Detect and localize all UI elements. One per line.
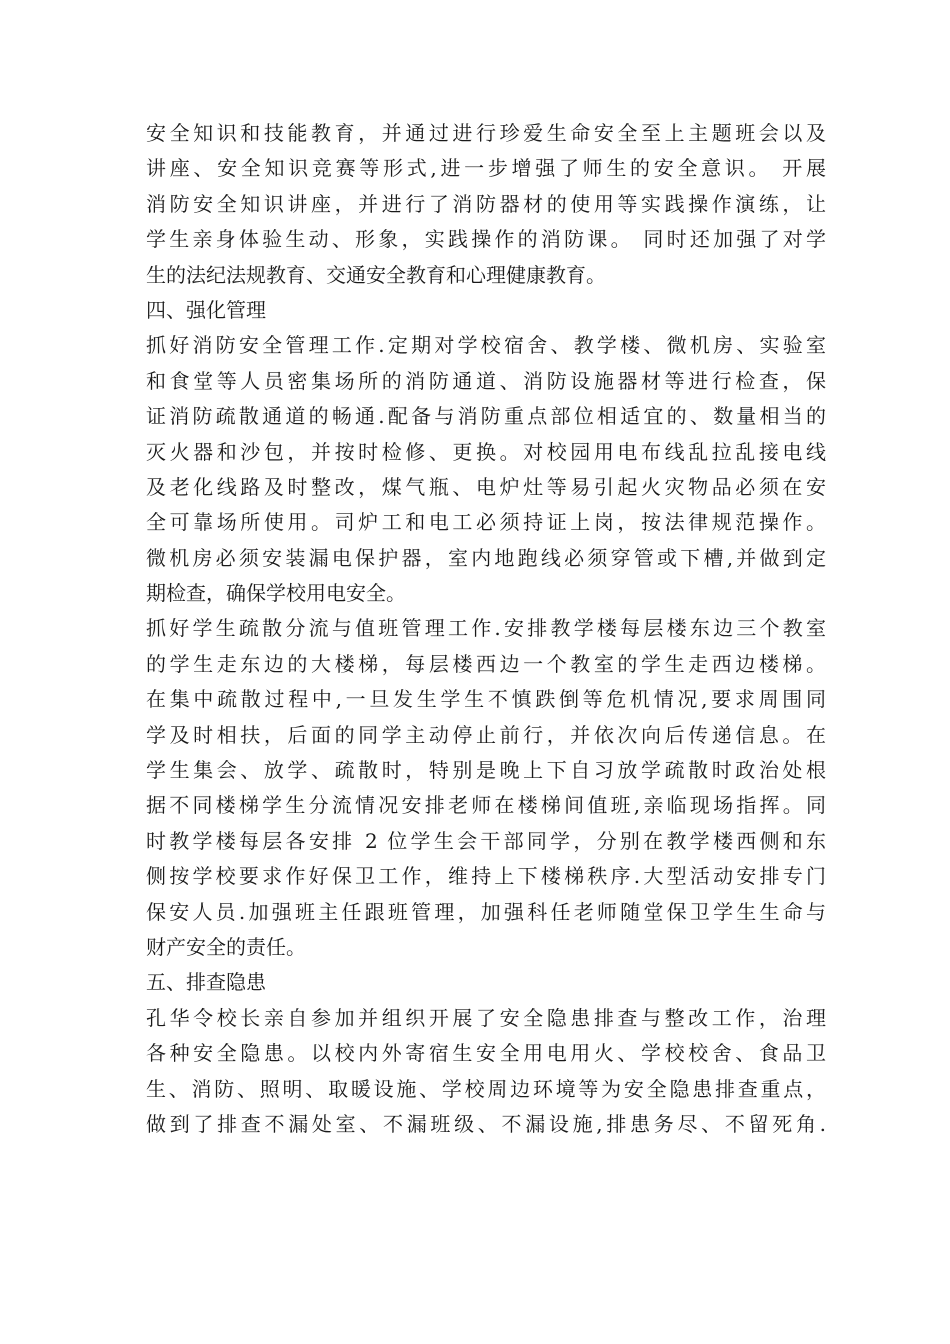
text-line: 讲座、安全知识竞赛等形式,进一步增强了师生的安全意识。 开展 xyxy=(146,156,826,181)
text-line: 安全知识和技能教育，并通过进行珍爱生命安全至上主题班会以及 xyxy=(146,121,826,145)
text-line: 学生亲身体验生动、形象，实践操作的消防课。 同时还加强了对学 xyxy=(146,227,826,252)
text-line: 在集中疏散过程中,一旦发生学生不慎跌倒等危机情况,要求周围同 xyxy=(146,687,826,712)
text-line: 财产安全的责任。 xyxy=(146,934,306,959)
text-line: 四、强化管理 xyxy=(146,297,266,322)
document-body xyxy=(146,116,826,1142)
text-line: 消防安全知识讲座，并进行了消防器材的使用等实践操作演练，让 xyxy=(146,191,826,216)
text-line: 做到了排查不漏处室、不漏班级、不漏设施,排患务尽、不留死角. xyxy=(146,1111,826,1136)
text-line: 各种安全隐患。以校内外寄宿生安全用电用火、学校校舍、食品卫 xyxy=(146,1041,826,1066)
text-line: 生的法纪法规教育、交通安全教育和心理健康教育。 xyxy=(146,262,606,287)
text-line: 微机房必须安装漏电保护器，室内地跑线必须穿管或下槽,并做到定 xyxy=(146,545,826,570)
text-line: 抓好学生疏散分流与值班管理工作.安排教学楼每层楼东边三个教室 xyxy=(146,616,826,641)
text-line: 生、消防、照明、取暖设施、学校周边环境等为安全隐患排查重点， xyxy=(146,1076,826,1101)
text-line: 侧按学校要求作好保卫工作，维持上下楼梯秩序.大型活动安排专门 xyxy=(146,864,826,889)
text-line: 证消防疏散通道的畅通.配备与消防重点部位相适宜的、数量相当的 xyxy=(146,404,826,429)
text-line: 时教学楼每层各安排 2 位学生会干部同学，分别在教学楼西侧和东 xyxy=(146,828,826,853)
text-line: 孔华令校长亲自参加并组织开展了安全隐患排查与整改工作，治理 xyxy=(146,1005,826,1030)
text-line: 学生集会、放学、疏散时，特别是晚上下自习放学疏散时政治处根 xyxy=(146,758,826,783)
text-line: 保安人员.加强班主任跟班管理，加强科任老师随堂保卫学生生命与 xyxy=(146,899,826,924)
text-line: 的学生走东边的大楼梯，每层楼西边一个教室的学生走西边楼梯。 xyxy=(146,651,826,676)
text-line: 五、排查隐患 xyxy=(146,970,266,995)
text-line: 期检查，确保学校用电安全。 xyxy=(146,581,406,606)
text-line: 据不同楼梯学生分流情况安排老师在楼梯间值班,亲临现场指挥。同 xyxy=(146,793,826,818)
text-line: 抓好消防安全管理工作.定期对学校宿舍、教学楼、微机房、实验室 xyxy=(146,333,826,358)
text-line: 及老化线路及时整改，煤气瓶、电炉灶等易引起火灾物品必须在安 xyxy=(146,474,826,499)
text-line: 和食堂等人员密集场所的消防通道、消防设施器材等进行检查，保 xyxy=(146,368,826,393)
text-line: 全可靠场所使用。司炉工和电工必须持证上岗，按法律规范操作。 xyxy=(146,510,826,535)
text-line: 学及时相扶，后面的同学主动停止前行，并依次向后传递信息。在 xyxy=(146,722,826,747)
text-line: 灭火器和沙包，并按时检修、更换。对校园用电布线乱拉乱接电线 xyxy=(146,439,826,464)
